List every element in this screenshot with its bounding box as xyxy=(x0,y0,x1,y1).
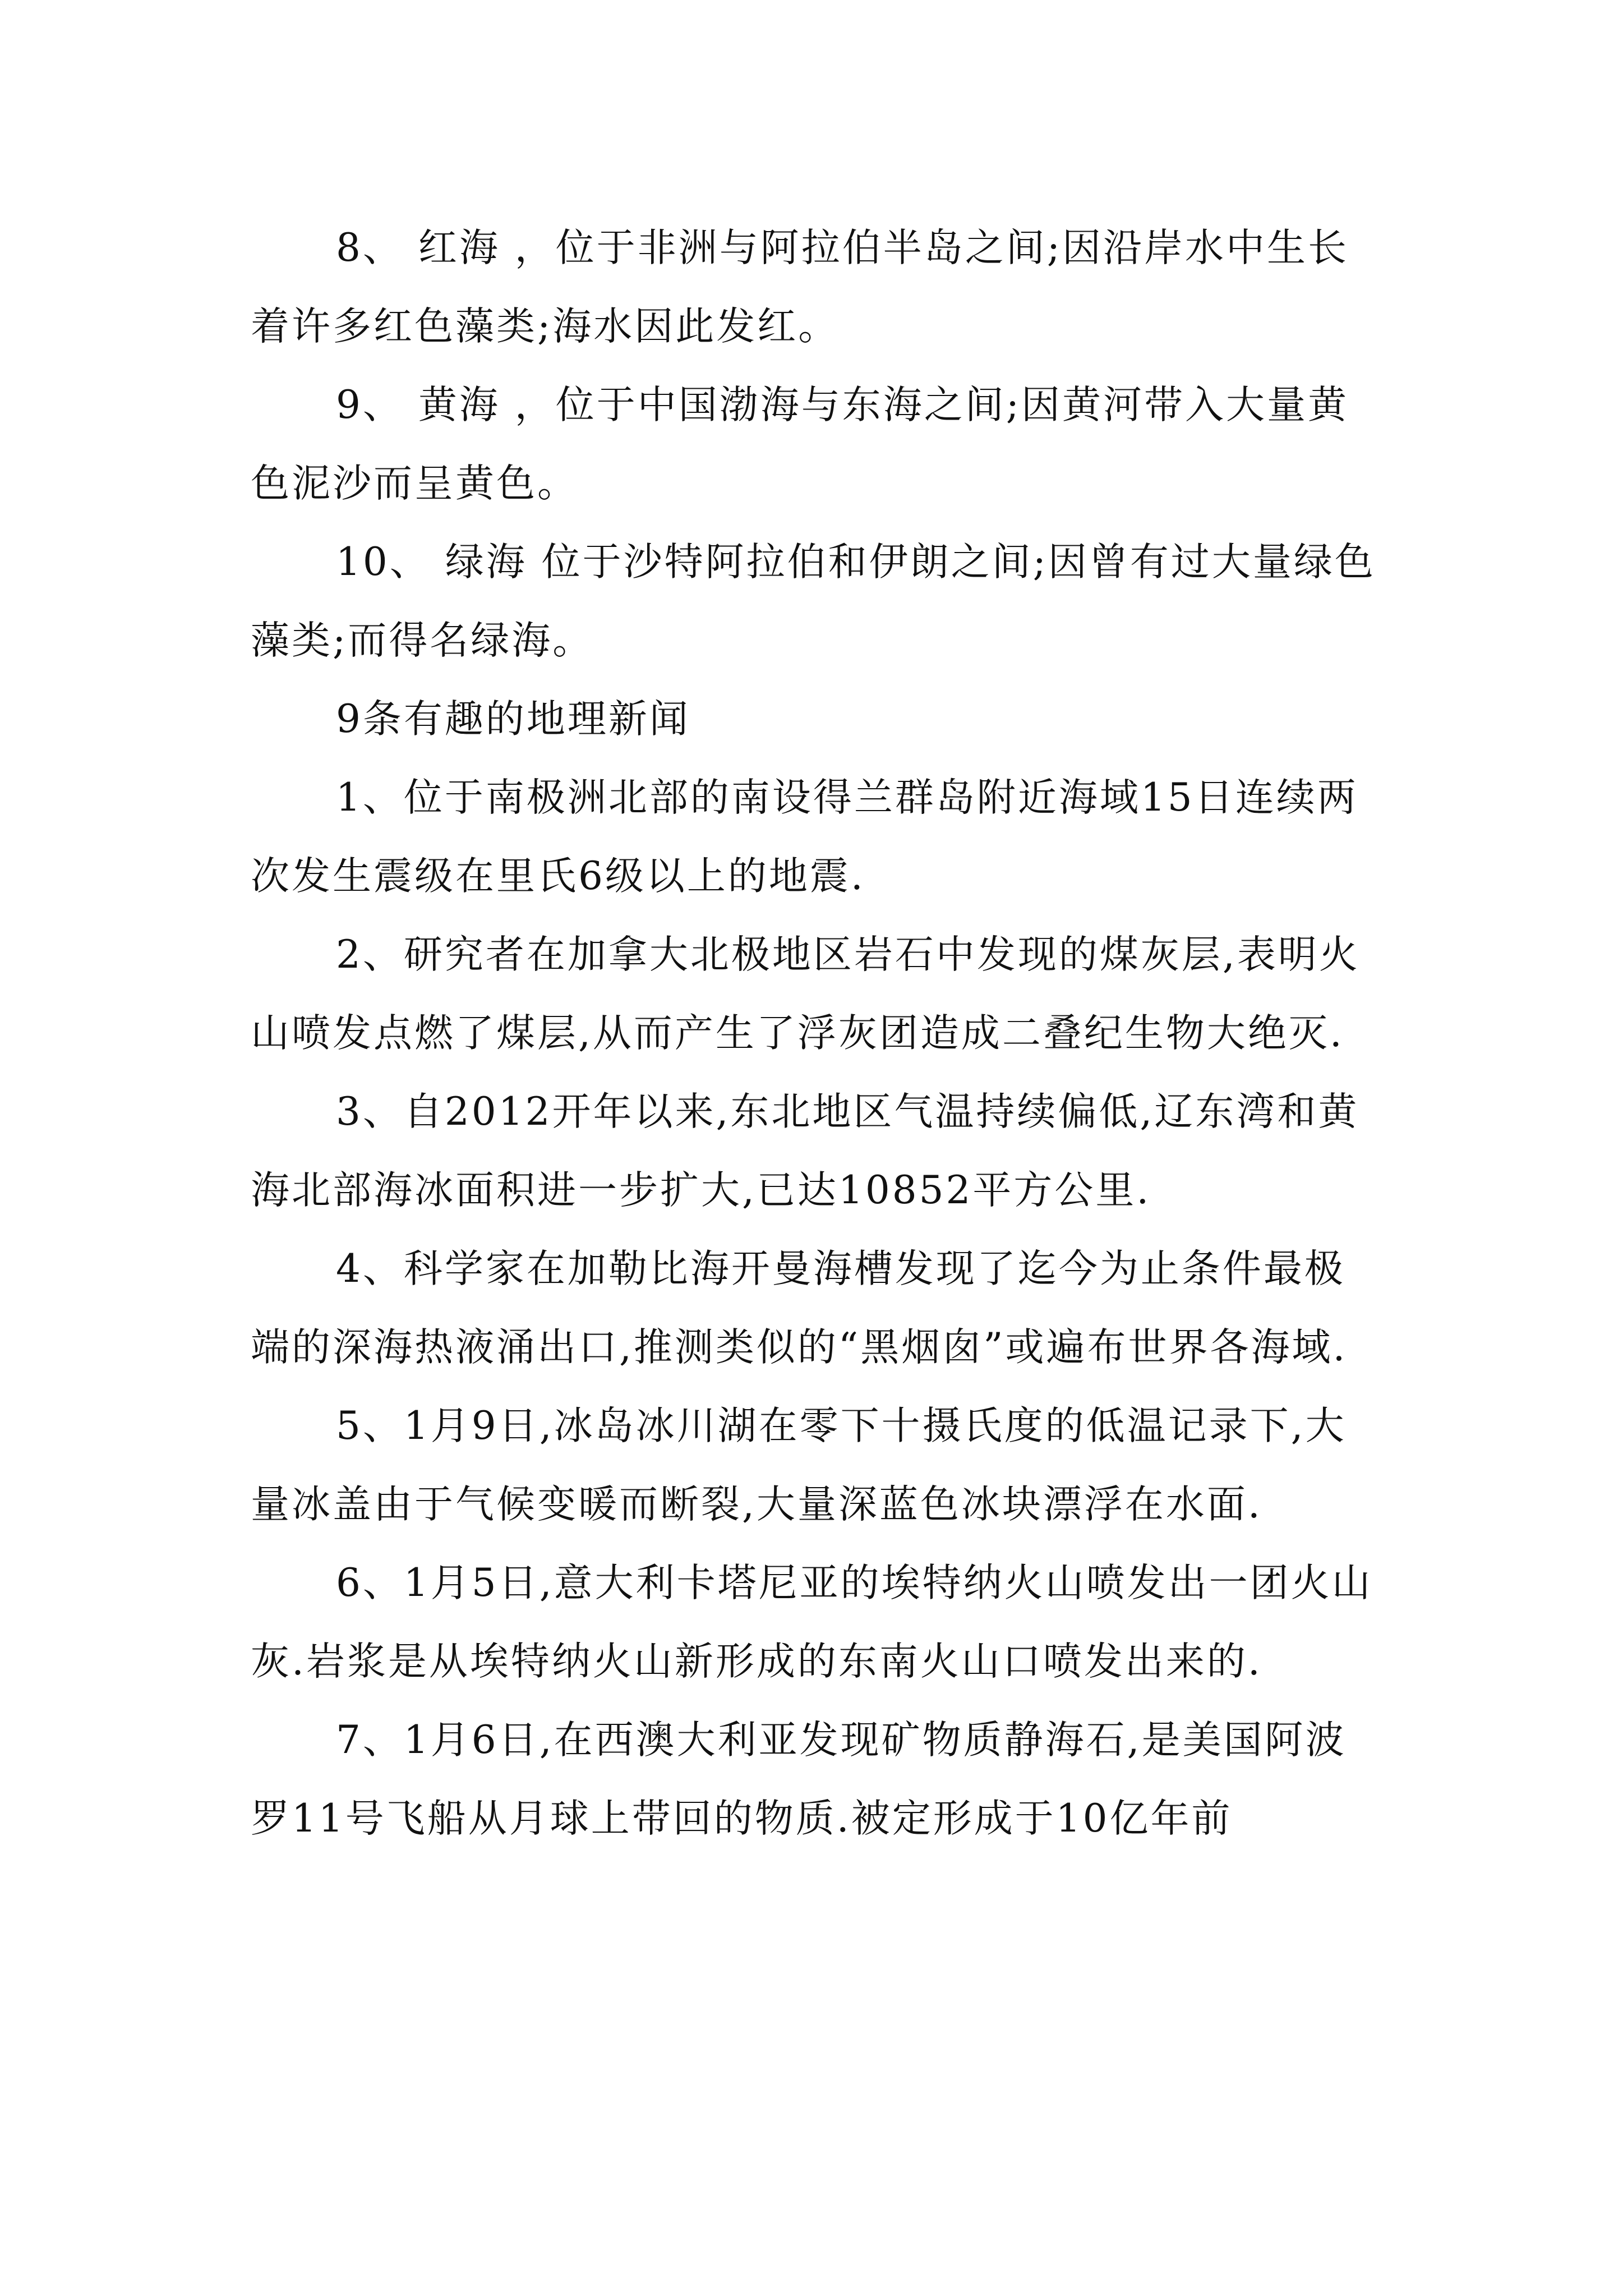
news-item-2: 2、研究者在加拿大北极地区岩石中发现的煤灰层,表明火山喷发点燃了煤层,从而产生了浮灰团造成二叠纪生物大绝灭. xyxy=(251,932,1360,1056)
news-item-3: 3、自2012开年以来,东北地区气温持续偏低,辽东湾和黄海北部海冰面积进一步扩大,已达10852平方公里. xyxy=(251,1089,1359,1213)
document-body xyxy=(251,209,1384,1858)
news-item-6: 6、1月5日,意大利卡塔尼亚的埃特纳火山喷发出一团火山灰.岩浆是从埃特纳火山新形成的东南火山口喷发出来的. xyxy=(251,1561,1373,1684)
paragraph-yellow-sea: 9、 黄海 ，位于中国渤海与东海之间;因黄河带入大量黄色泥沙而呈黄色。 xyxy=(251,383,1349,506)
news-item-4: 4、科学家在加勒比海开曼海槽发现了迄今为止条件最极端的深海热液涌出口,推测类似的“黑烟囱”或遍布世界各海域. xyxy=(251,1246,1348,1370)
news-item-5: 5、1月9日,冰岛冰川湖在零下十摄氏度的低温记录下,大量冰盖由于气候变暖而断裂,大量深蓝色冰块漂浮在水面. xyxy=(251,1404,1347,1527)
news-item-7: 7、1月6日,在西澳大利亚发现矿物质静海石,是美国阿波罗11号飞船从月球上带回的物质.被定形成于10亿年前 xyxy=(251,1718,1347,1841)
paragraph-red-sea: 8、 红海 ，位于非洲与阿拉伯半岛之间;因沿岸水中生长着许多红色藻类;海水因此发红。 xyxy=(251,226,1349,349)
news-item-1: 1、位于南极洲北部的南设得兰群岛附近海域15日连续两次发生震级在里氏6级以上的地震. xyxy=(251,775,1358,899)
paragraph-green-sea: 10、 绿海 位于沙特阿拉伯和伊朗之间;因曾有过大量绿色藻类;而得名绿海。 xyxy=(251,540,1376,663)
section-heading: 9条有趣的地理新闻 xyxy=(336,697,690,742)
